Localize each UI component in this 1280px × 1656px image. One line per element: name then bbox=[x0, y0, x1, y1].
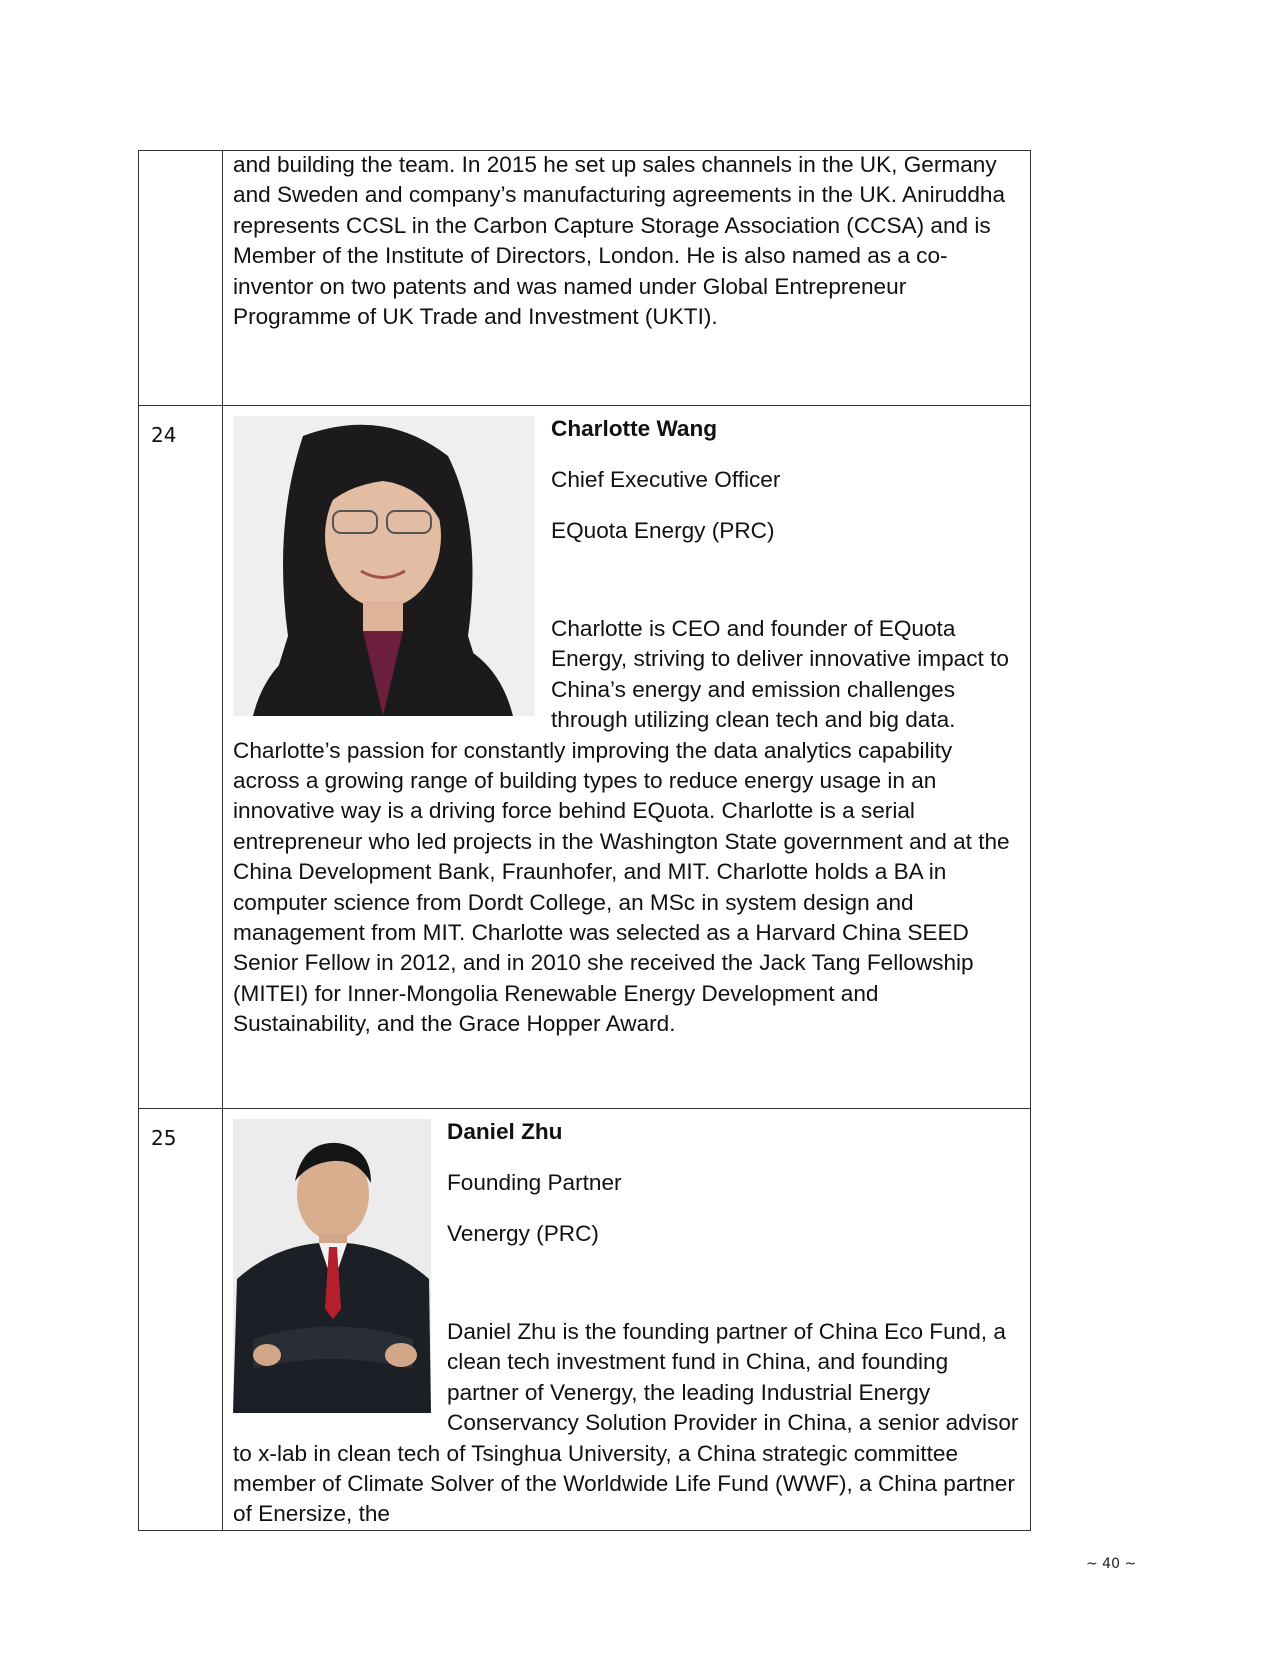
content-cell bbox=[223, 406, 1031, 1109]
row-number-cell bbox=[139, 1109, 223, 1531]
row-number: 25 bbox=[151, 1126, 177, 1150]
person-organization: Venergy (PRC) bbox=[447, 1221, 599, 1246]
content-cell bbox=[223, 1109, 1031, 1531]
person-bio: Charlotte is CEO and founder of EQuota Energy, striving to deliver innovative impact to China’s energy and emission challenges through utilizing clean tech and big data. Charlotte’s passion for constantly improving the data analytics capability across a growing range of building types to reduce energy usage in an innovative way is a driving force behind EQuota. Charlotte is a serial entrepreneur who led projects in the Washington State government and at the China Development Bank, Fraunhofer, and MIT. Charlotte holds a BA in computer science from Dordt College, an MSc in system design and management from MIT. Charlotte was selected as a Harvard China SEED Senior Fellow in 2012, and in 2010 she received the Jack Tang Fellowship (MITEI) for Inner-Mongolia Renewable Energy Development and Sustainability, and the Grace Hopper Award. bbox=[233, 616, 1010, 1037]
row-number bbox=[139, 151, 222, 168]
row-number-cell bbox=[139, 151, 223, 406]
table-row bbox=[139, 1109, 1031, 1531]
person-bio: Daniel Zhu is the founding partner of China Eco Fund, a clean tech investment fund in China, and founding partner of Venergy, the leading Industrial Energy Conservancy Solution Provider in China, a senior advisor to x-lab in clean tech of Tsinghua University, a China strategic committee member of Climate Solver of the Worldwide Life Fund (WWF), a China partner of Enersize, the bbox=[233, 1319, 1019, 1527]
row-number: 24 bbox=[151, 423, 177, 447]
table-row bbox=[139, 406, 1031, 1109]
row-number-cell bbox=[139, 406, 223, 1109]
daniel-zhu-portrait bbox=[233, 1119, 431, 1413]
page-number: ~ 40 ~ bbox=[1086, 1556, 1137, 1572]
content-cell bbox=[223, 151, 1031, 406]
person-role: Chief Executive Officer bbox=[551, 467, 781, 492]
person-organization: EQuota Energy (PRC) bbox=[551, 518, 775, 543]
charlotte-wang-portrait bbox=[233, 416, 535, 716]
bios-table bbox=[138, 150, 1031, 1531]
table-row bbox=[139, 151, 1031, 406]
person-name: Charlotte Wang bbox=[551, 416, 718, 441]
person-role: Founding Partner bbox=[447, 1170, 622, 1195]
bio-continuation-text: and building the team. In 2015 he set up sales channels in the UK, Germany and Sweden and company’s manufacturing agreements in the UK. Aniruddha represents CCSL in the Carbon Capture Storage Association (CCSA) and is Member of the Institute of Directors, London. He is also named as a co-inventor on two patents and was named under Global Entrepreneur Programme of UK Trade and Investment (UKTI). bbox=[233, 152, 1006, 330]
person-name: Daniel Zhu bbox=[447, 1119, 563, 1144]
